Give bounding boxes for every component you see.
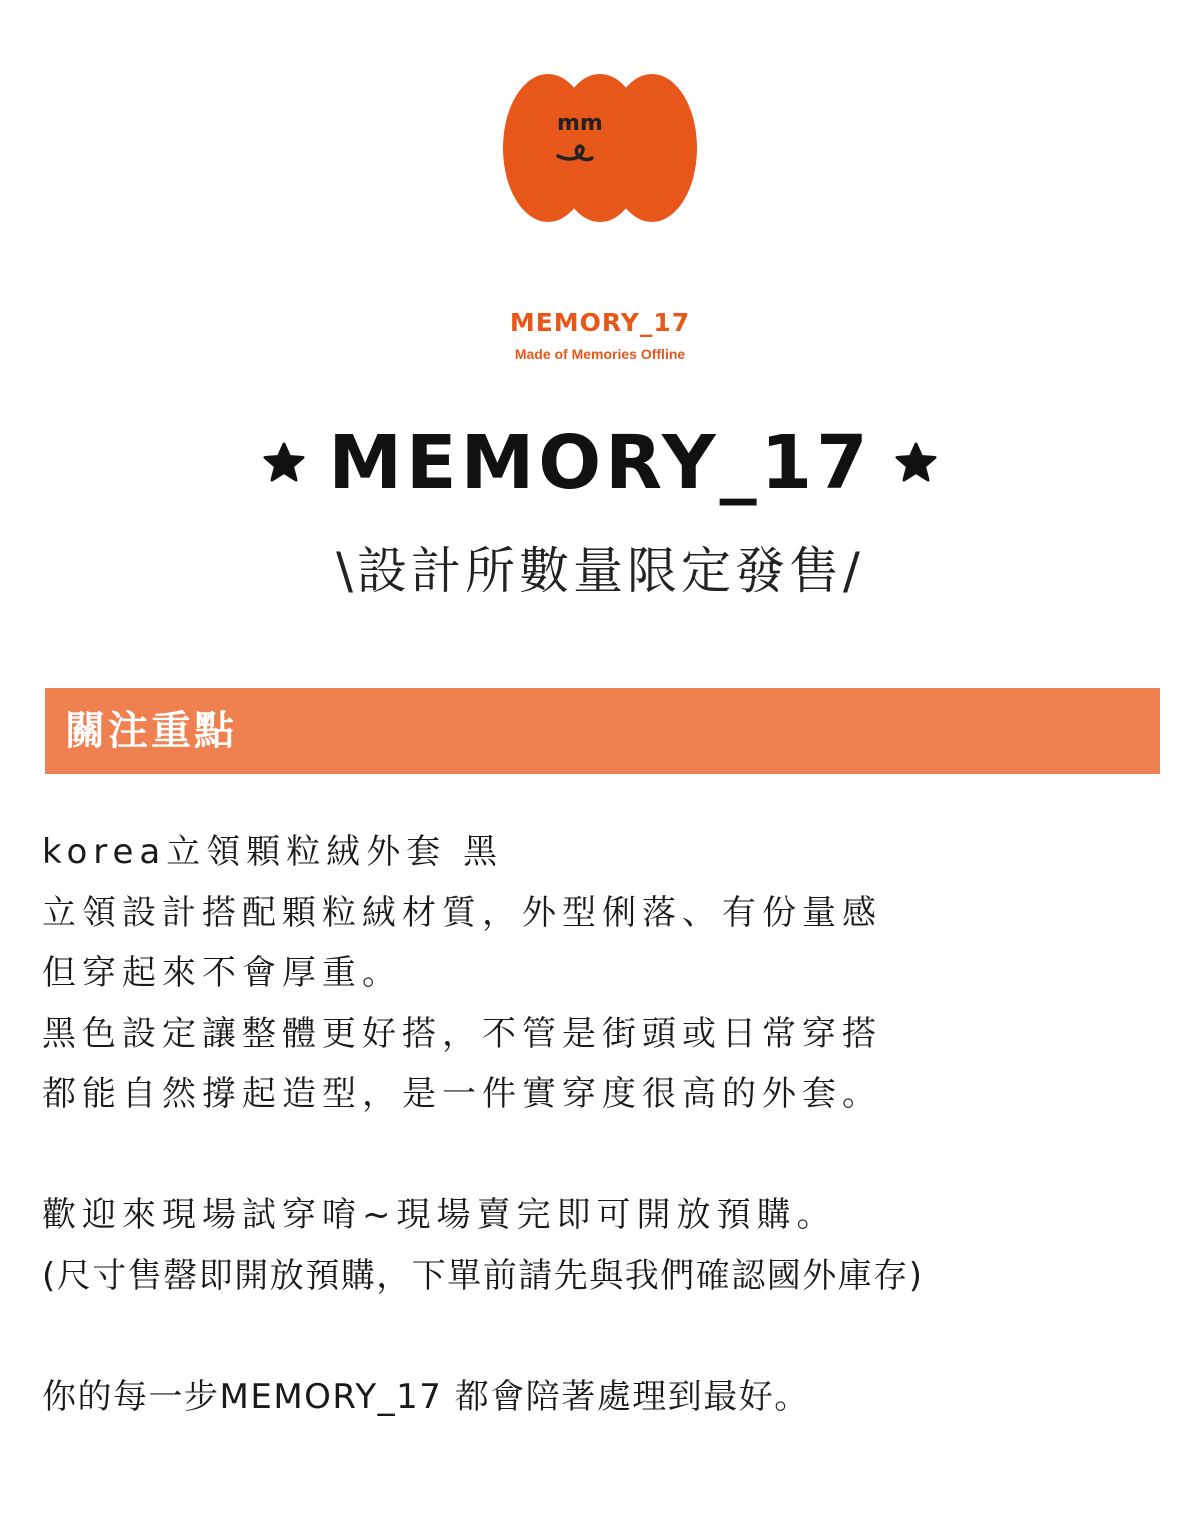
product-name: korea立領顆粒絨外套 黑	[42, 832, 504, 872]
product-description	[42, 822, 1162, 1427]
logo-wordmark: MEMORY_17	[509, 308, 691, 337]
svg-text:mm: mm	[557, 111, 603, 136]
star-icon	[262, 441, 306, 485]
brand-logo	[500, 72, 700, 362]
description-line: 但穿起來不會厚重。	[42, 953, 402, 993]
spacer	[42, 1125, 1162, 1186]
spacer	[42, 1306, 1162, 1367]
visit-line: 歡迎來現場試穿唷~現場賣完即可開放預購。	[42, 1195, 837, 1235]
closing-line: 你的每一步MEMORY_17 都會陪著處理到最好。	[42, 1376, 810, 1417]
section-header	[45, 688, 1160, 774]
star-icon	[894, 441, 938, 485]
description-line: 黑色設定讓整體更好搭，不管是街頭或日常穿搭	[42, 1013, 882, 1054]
section-title: 關注重點	[65, 708, 237, 754]
headline	[0, 418, 1200, 508]
headline-title: MEMORY_17	[328, 420, 872, 506]
logo-tagline: Made of Memories Offline	[514, 346, 686, 362]
preorder-note: (尺寸售罄即開放預購，下單前請先與我們確認國外庫存)	[42, 1255, 924, 1296]
logo-blob-icon	[500, 72, 700, 232]
description-line: 立領設計搭配顆粒絨材質，外型俐落、有份量感	[42, 892, 882, 933]
description-line: 都能自然撐起造型，是一件實穿度很高的外套。	[42, 1074, 882, 1114]
subtitle: \設計所數量限定發售/	[336, 542, 864, 600]
